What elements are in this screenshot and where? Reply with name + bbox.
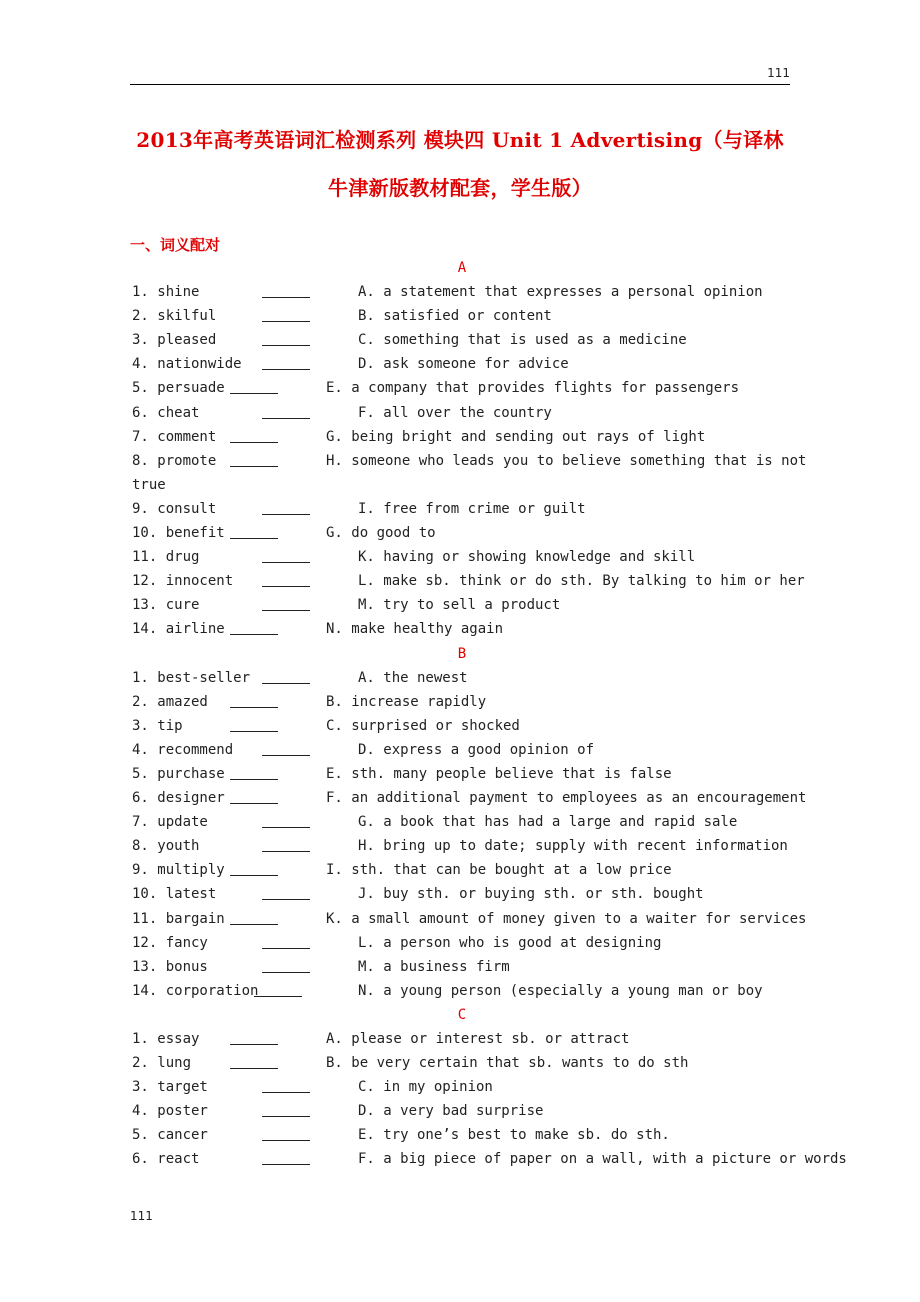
section-heading: 一、词义配对 (130, 236, 221, 254)
list-item (132, 304, 792, 328)
definition: C. surprised or shocked (326, 717, 520, 734)
term: 7. comment (132, 428, 217, 445)
answer-blank[interactable] (262, 972, 310, 973)
term: 6. react (132, 1151, 200, 1168)
answer-blank[interactable] (262, 1092, 310, 1093)
term: 12. fancy (132, 934, 208, 951)
definition: A. a statement that expresses a personal opinion (358, 284, 763, 301)
document-title-line2: 牛津新版教材配套，学生版） (328, 176, 592, 200)
definition: A. the newest (358, 669, 468, 686)
term: 6. cheat (132, 404, 200, 421)
matching-exercise (132, 256, 847, 1172)
term: 6. designer (132, 790, 225, 807)
answer-blank[interactable] (230, 442, 278, 443)
term: 10. latest (132, 886, 217, 903)
answer-blank[interactable] (230, 707, 278, 708)
list-item (132, 714, 792, 738)
definition: L. a person who is good at designing (358, 934, 662, 951)
term: 1. essay (132, 1031, 200, 1047)
header-rule (130, 84, 790, 85)
list-item (132, 280, 792, 304)
answer-blank[interactable] (262, 1140, 310, 1141)
definition: B. be very certain that sb. wants to do sth (326, 1055, 689, 1072)
definition: J. buy sth. or buying sth. or sth. bought (358, 886, 704, 903)
list-item (132, 1075, 792, 1099)
list-item (132, 1051, 792, 1075)
definition: I. free from crime or guilt (358, 500, 586, 517)
answer-blank[interactable] (262, 827, 310, 828)
term: 13. cure (132, 597, 200, 614)
definition: F. all over the country (358, 404, 552, 421)
term: 9. consult (132, 500, 217, 517)
term: 2. lung (132, 1055, 192, 1072)
term: 5. cancer (132, 1127, 208, 1144)
answer-blank[interactable] (262, 755, 310, 756)
answer-blank[interactable] (262, 562, 310, 563)
answer-blank[interactable] (262, 683, 310, 684)
answer-blank[interactable] (230, 803, 278, 804)
definition: M. try to sell a product (358, 597, 561, 614)
answer-blank[interactable] (230, 393, 278, 394)
definition: N. make healthy again (326, 621, 504, 638)
list-item (132, 738, 792, 762)
term: 3. pleased (132, 332, 217, 349)
answer-blank[interactable] (262, 514, 310, 515)
term: 8. promote (132, 452, 217, 469)
definition-continuation: true (132, 476, 166, 493)
list-item (132, 786, 807, 810)
term: 5. persuade (132, 380, 225, 397)
term: 11. bargain (132, 910, 225, 927)
term: 1. shine (132, 284, 200, 301)
answer-blank[interactable] (262, 586, 310, 587)
definition: F. a big piece of paper on a wall, with a picture or words (358, 1151, 847, 1168)
answer-blank[interactable] (262, 948, 310, 949)
term: 12. innocent (132, 573, 234, 590)
term: 3. tip (132, 717, 183, 734)
list-item (132, 1027, 792, 1051)
definition: D. express a good opinion of (358, 741, 595, 758)
term: 2. amazed (132, 693, 208, 710)
list-item (132, 931, 792, 955)
answer-blank[interactable] (230, 1068, 278, 1069)
answer-blank[interactable] (230, 779, 278, 780)
list-item (132, 810, 792, 834)
answer-blank[interactable] (230, 731, 278, 732)
answer-blank[interactable] (230, 875, 278, 876)
list-item (132, 979, 792, 1003)
answer-blank[interactable] (230, 634, 278, 635)
list-item (132, 690, 792, 714)
definition: G. do good to (326, 525, 436, 542)
answer-blank[interactable] (230, 538, 278, 539)
group-label-c: C (457, 1006, 467, 1023)
term: 7. update (132, 814, 208, 831)
term: 4. poster (132, 1103, 208, 1120)
definition: D. a very bad surprise (358, 1103, 544, 1120)
list-item (132, 569, 805, 593)
definition: K. a small amount of money given to a waiter for services (326, 910, 807, 927)
term: 3. target (132, 1079, 208, 1096)
answer-blank[interactable] (262, 1164, 310, 1165)
list-item (132, 593, 792, 617)
document-title-line1: 2013年高考英语词汇检测系列 模块四 Unit 1 Advertising（与译林 (136, 128, 784, 152)
answer-blank[interactable] (254, 996, 302, 997)
term: 10. benefit (132, 525, 225, 542)
term: 14. corporation (132, 982, 259, 999)
term: 8. youth (132, 838, 200, 855)
list-item (132, 617, 792, 641)
list-item (132, 882, 792, 906)
answer-blank[interactable] (230, 1044, 278, 1045)
term: 2. skilful (132, 308, 217, 325)
answer-blank[interactable] (262, 851, 310, 852)
answer-blank[interactable] (230, 924, 278, 925)
header-page-number: 111 (767, 66, 790, 80)
term: 13. bonus (132, 958, 208, 975)
list-item (132, 376, 792, 400)
definition: H. bring up to date; supply with recent information (358, 838, 788, 855)
answer-blank[interactable] (262, 418, 310, 419)
term: 14. airline (132, 621, 225, 638)
definition: A. please or interest sb. or attract (326, 1031, 630, 1047)
term: 9. multiply (132, 862, 225, 879)
answer-blank[interactable] (262, 345, 310, 346)
list-item (132, 762, 792, 786)
definition: K. having or showing knowledge and skill (358, 549, 696, 566)
answer-blank[interactable] (262, 899, 310, 900)
definition: G. a book that has had a large and rapid sale (358, 814, 738, 831)
group-label-a: A (457, 260, 467, 276)
term: 11. drug (132, 549, 200, 566)
footer-page-number: 111 (130, 1209, 153, 1223)
list-item (132, 328, 792, 352)
term: 5. purchase (132, 765, 225, 782)
list-item (132, 352, 792, 376)
group-label-b: B (457, 645, 467, 662)
answer-blank[interactable] (262, 297, 310, 298)
list-item (132, 907, 807, 931)
definition: B. satisfied or content (358, 308, 552, 325)
definition: E. try one’s best to make sb. do sth. (358, 1127, 670, 1144)
definition: G. being bright and sending out rays of light (326, 428, 706, 445)
list-item (132, 834, 792, 858)
list-item (132, 1099, 792, 1123)
definition: C. in my opinion (358, 1079, 493, 1096)
definition: H. someone who leads you to believe something that is not (326, 452, 807, 469)
answer-blank[interactable] (230, 466, 278, 467)
term: 4. nationwide (132, 356, 242, 373)
definition: B. increase rapidly (326, 693, 487, 710)
term: 4. recommend (132, 741, 234, 758)
definition: D. ask someone for advice (358, 356, 569, 373)
answer-blank[interactable] (262, 321, 310, 322)
list-item (132, 1123, 792, 1147)
answer-blank[interactable] (262, 369, 310, 370)
answer-blank[interactable] (262, 610, 310, 611)
definition: N. a young person (especially a young man or boy (358, 982, 763, 999)
list-item (132, 545, 792, 569)
list-item (132, 858, 792, 882)
list-item (132, 666, 792, 690)
term: 1. best-seller (132, 669, 251, 686)
definition: F. an additional payment to employees as an encouragement (326, 790, 807, 807)
list-item (132, 1147, 847, 1171)
definition: E. sth. many people believe that is false (326, 765, 672, 782)
list-item (132, 425, 792, 449)
list-item (132, 955, 792, 979)
definition: L. make sb. think or do sth. By talking to him or her (358, 573, 805, 590)
definition: E. a company that provides flights for passengers (326, 380, 740, 397)
list-item (132, 449, 807, 497)
list-item (132, 401, 792, 425)
list-item (132, 497, 792, 521)
list-item (132, 521, 792, 545)
definition: I. sth. that can be bought at a low price (326, 862, 672, 879)
definition: C. something that is used as a medicine (358, 332, 687, 349)
definition: M. a business firm (358, 958, 510, 975)
answer-blank[interactable] (262, 1116, 310, 1117)
